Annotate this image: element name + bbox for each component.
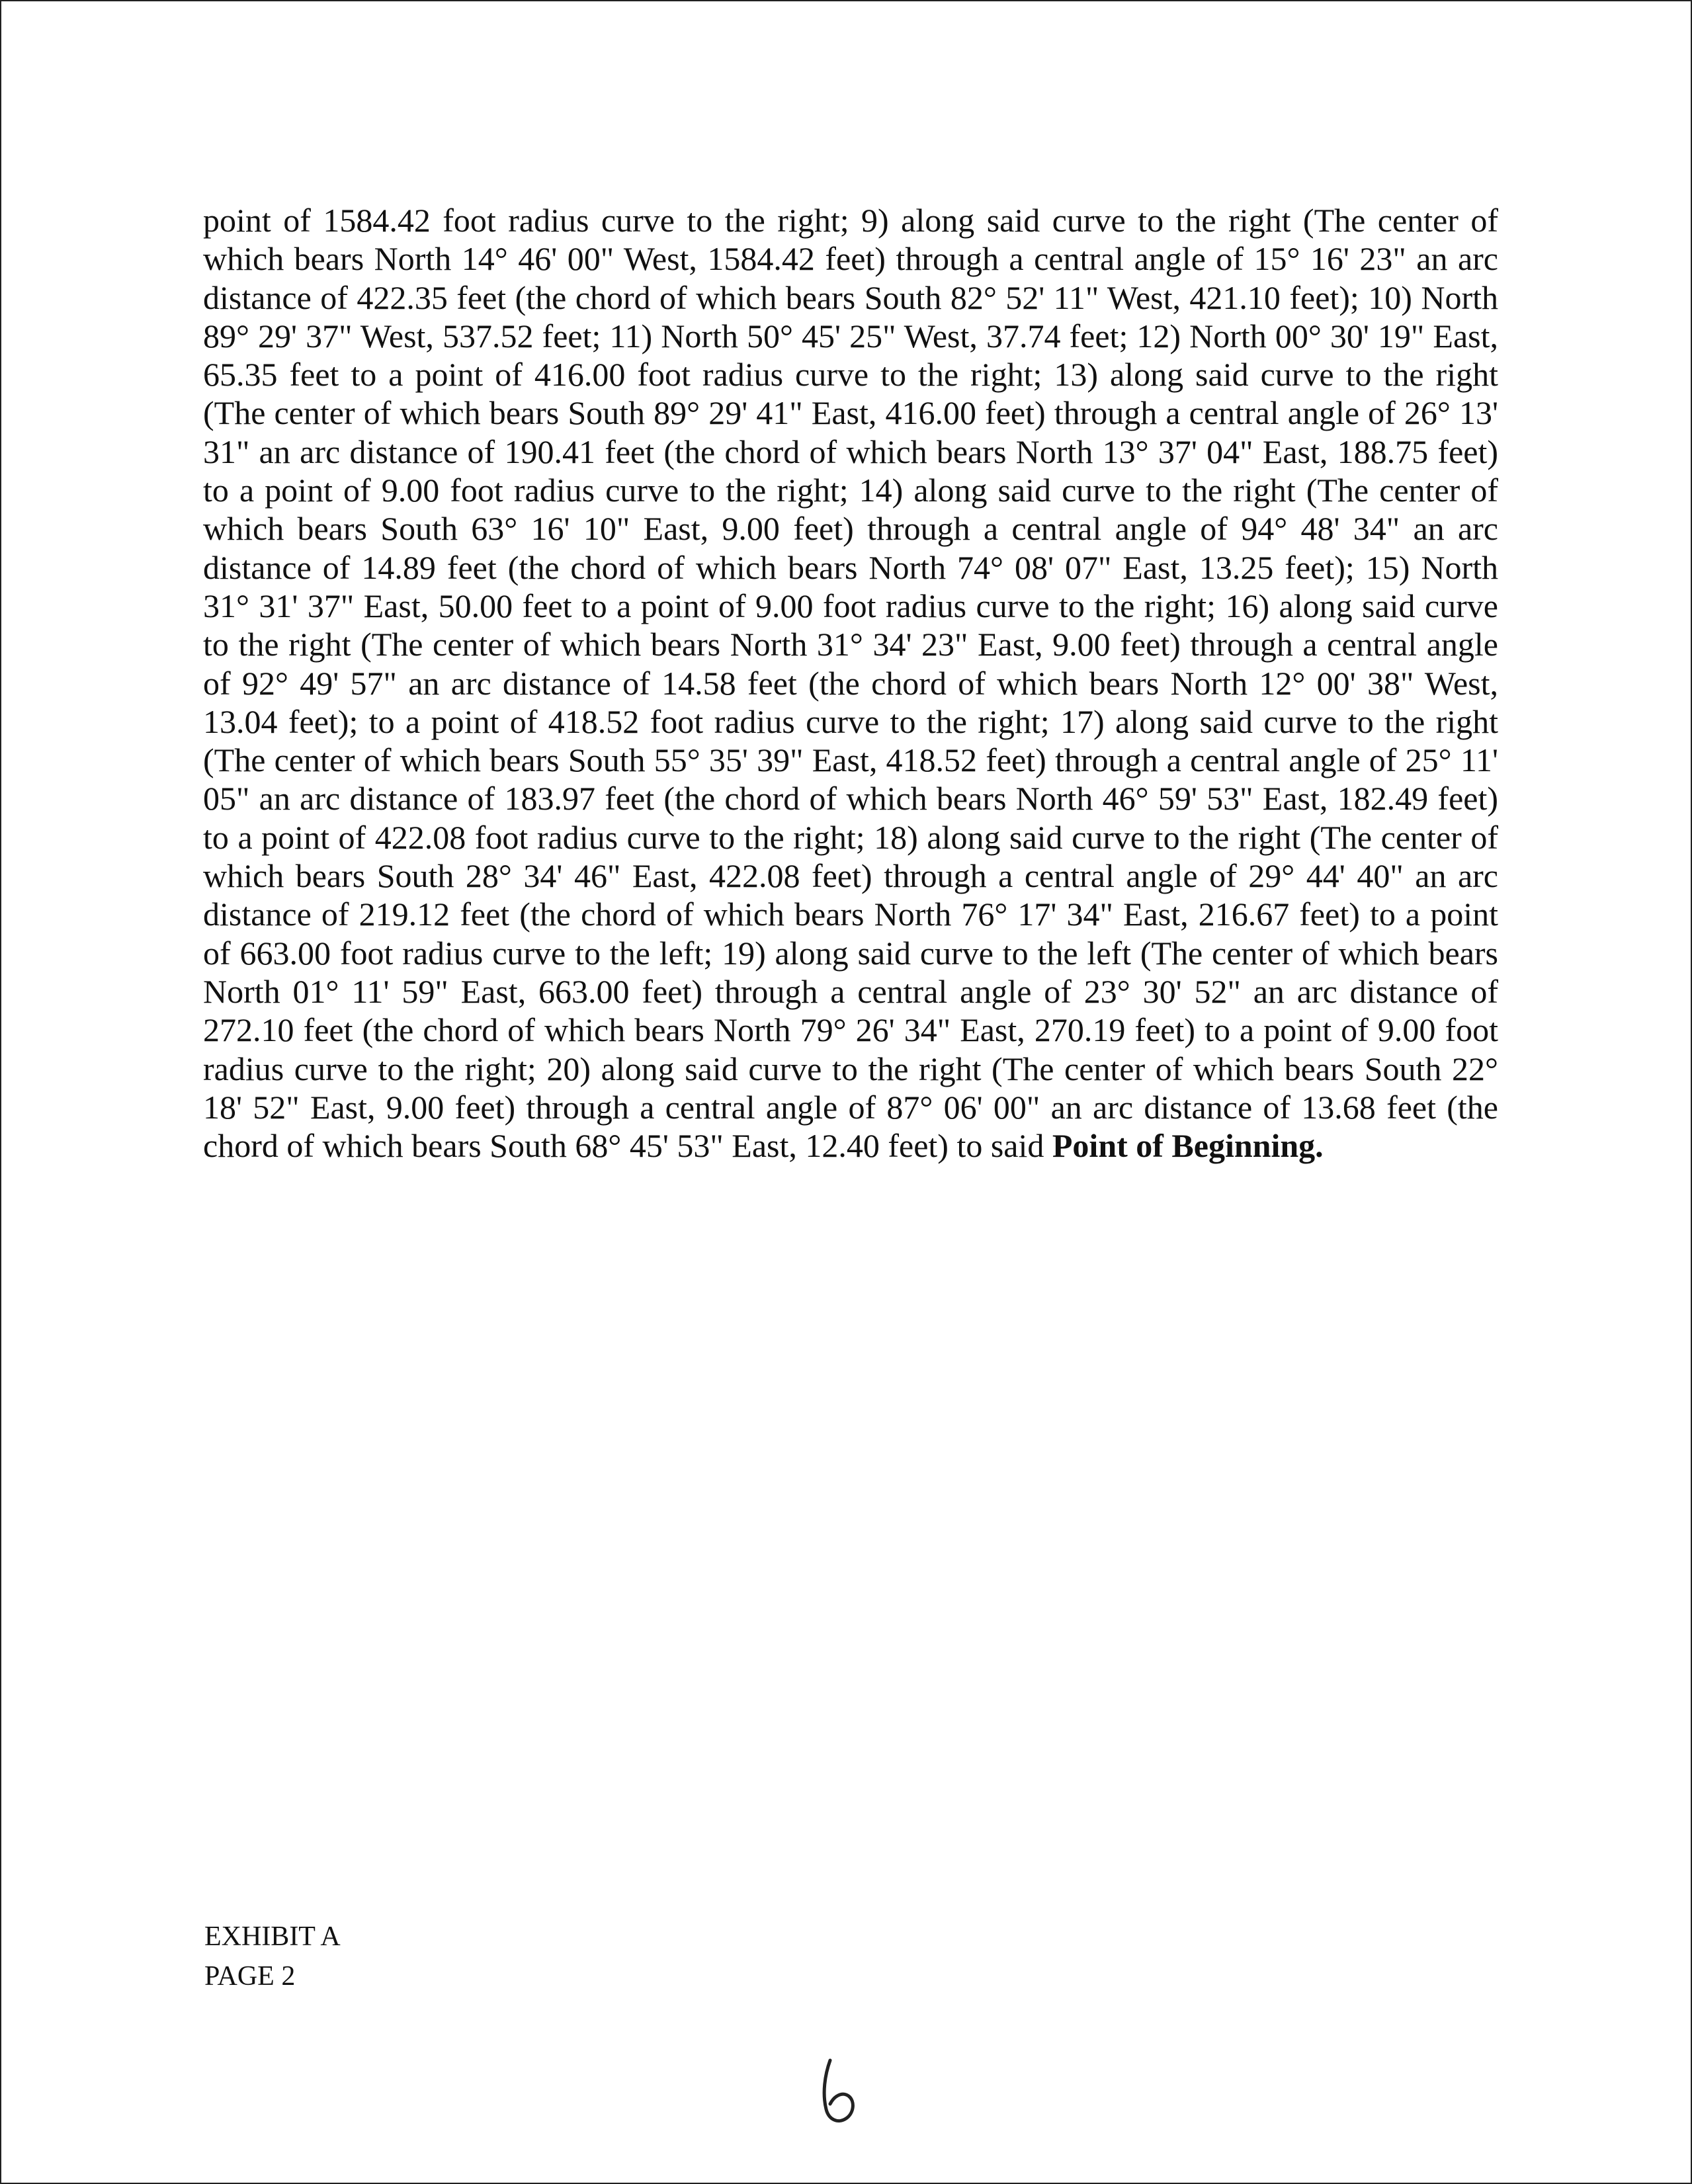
legal-description-text: point of 1584.42 foot radius curve to the right; 9) along said curve to the right (The center of which bears North 14° 46' 00" West, 1584.42 feet) through a central angle of 15° 16' 23" an arc distance of 422.35 feet (the chord of which bears South 82° 52' 11" West, 421.10 feet); 10) North 89° 29' 37" West, 537.52 feet; 11) North 50° 45' 25" West, 37.74 feet; 12) North 00° 30' 19" East, 65.35 feet to a point of 416.00 foot radius curve to the right; 13) along said curve to the right (The center of which bears South 89° 29' 41" East, 416.00 feet) through a central angle of 26° 13' 31" an arc distance of 190.41 feet (the chord of which bears North 13° 37' 04" East, 188.75 feet) to a point of 9.00 foot radius curve to the right; 14) along said curve to the right (The center of which bears South 63° 16' 10" East, 9.00 feet) through a central angle of 94° 48' 34" an arc distance of 14.89 feet (the chord of which bears North 74° 08' 07" East, 13.25 feet); 15) North 31° 31' 37" East, 50.00 feet to a point of 9.00 foot radius curve to the right; 16) along said curve to the right (The center of which bears North 31° 34' 23" East, 9.00 feet) through a central angle of 92° 49' 57" an arc distance of 14.58 feet (the chord of which bears North 12° 00' 38" West, 13.04 feet); to a point of 418.52 foot radius curve to the right; 17) along said curve to the right (The center of which bears South 55° 35' 39" East, 418.52 feet) through a central angle of 25° 11' 05" an arc distance of 183.97 feet (the chord of which bears North 46° 59' 53" East, 182.49 feet) to a point of 422.08 foot radius curve to the right; 18) along said curve to the right (The center of which bears South 28° 34' 46" East, 422.08 feet) through a central angle of 29° 44' 40" an arc distance of 219.12 feet (the chord of which bears North 76° 17' 34" East, 216.67 feet) to a point of 663.00 foot radius curve to the left; 19) along said curve to the left (The center of which bears North 01° 11' 59" East, 663.00 feet) through a central angle of 23° 30' 52" an arc distance of 272.10 feet (the chord of which bears North 79° 26' 34" East, 270.19 feet) to a point of 9.00 foot radius curve to the right; 20) along said curve to the right (The center of which bears South 22° 18' 52" East, 9.00 feet) through a central angle of 87° 06' 00" an arc distance of 13.68 feet (the chord of which bears South 68° 45' 53" East, 12.40 feet) to said (203, 202, 1498, 1165)
legal-description-paragraph (203, 201, 1498, 1165)
exhibit-label: EXHIBIT A (204, 1921, 341, 1952)
handwritten-page-number (812, 2055, 871, 2128)
page-label: PAGE 2 (204, 1961, 296, 1992)
point-of-beginning-text: Point of Beginning. (1052, 1127, 1324, 1165)
exhibit-footer (204, 1917, 341, 1996)
